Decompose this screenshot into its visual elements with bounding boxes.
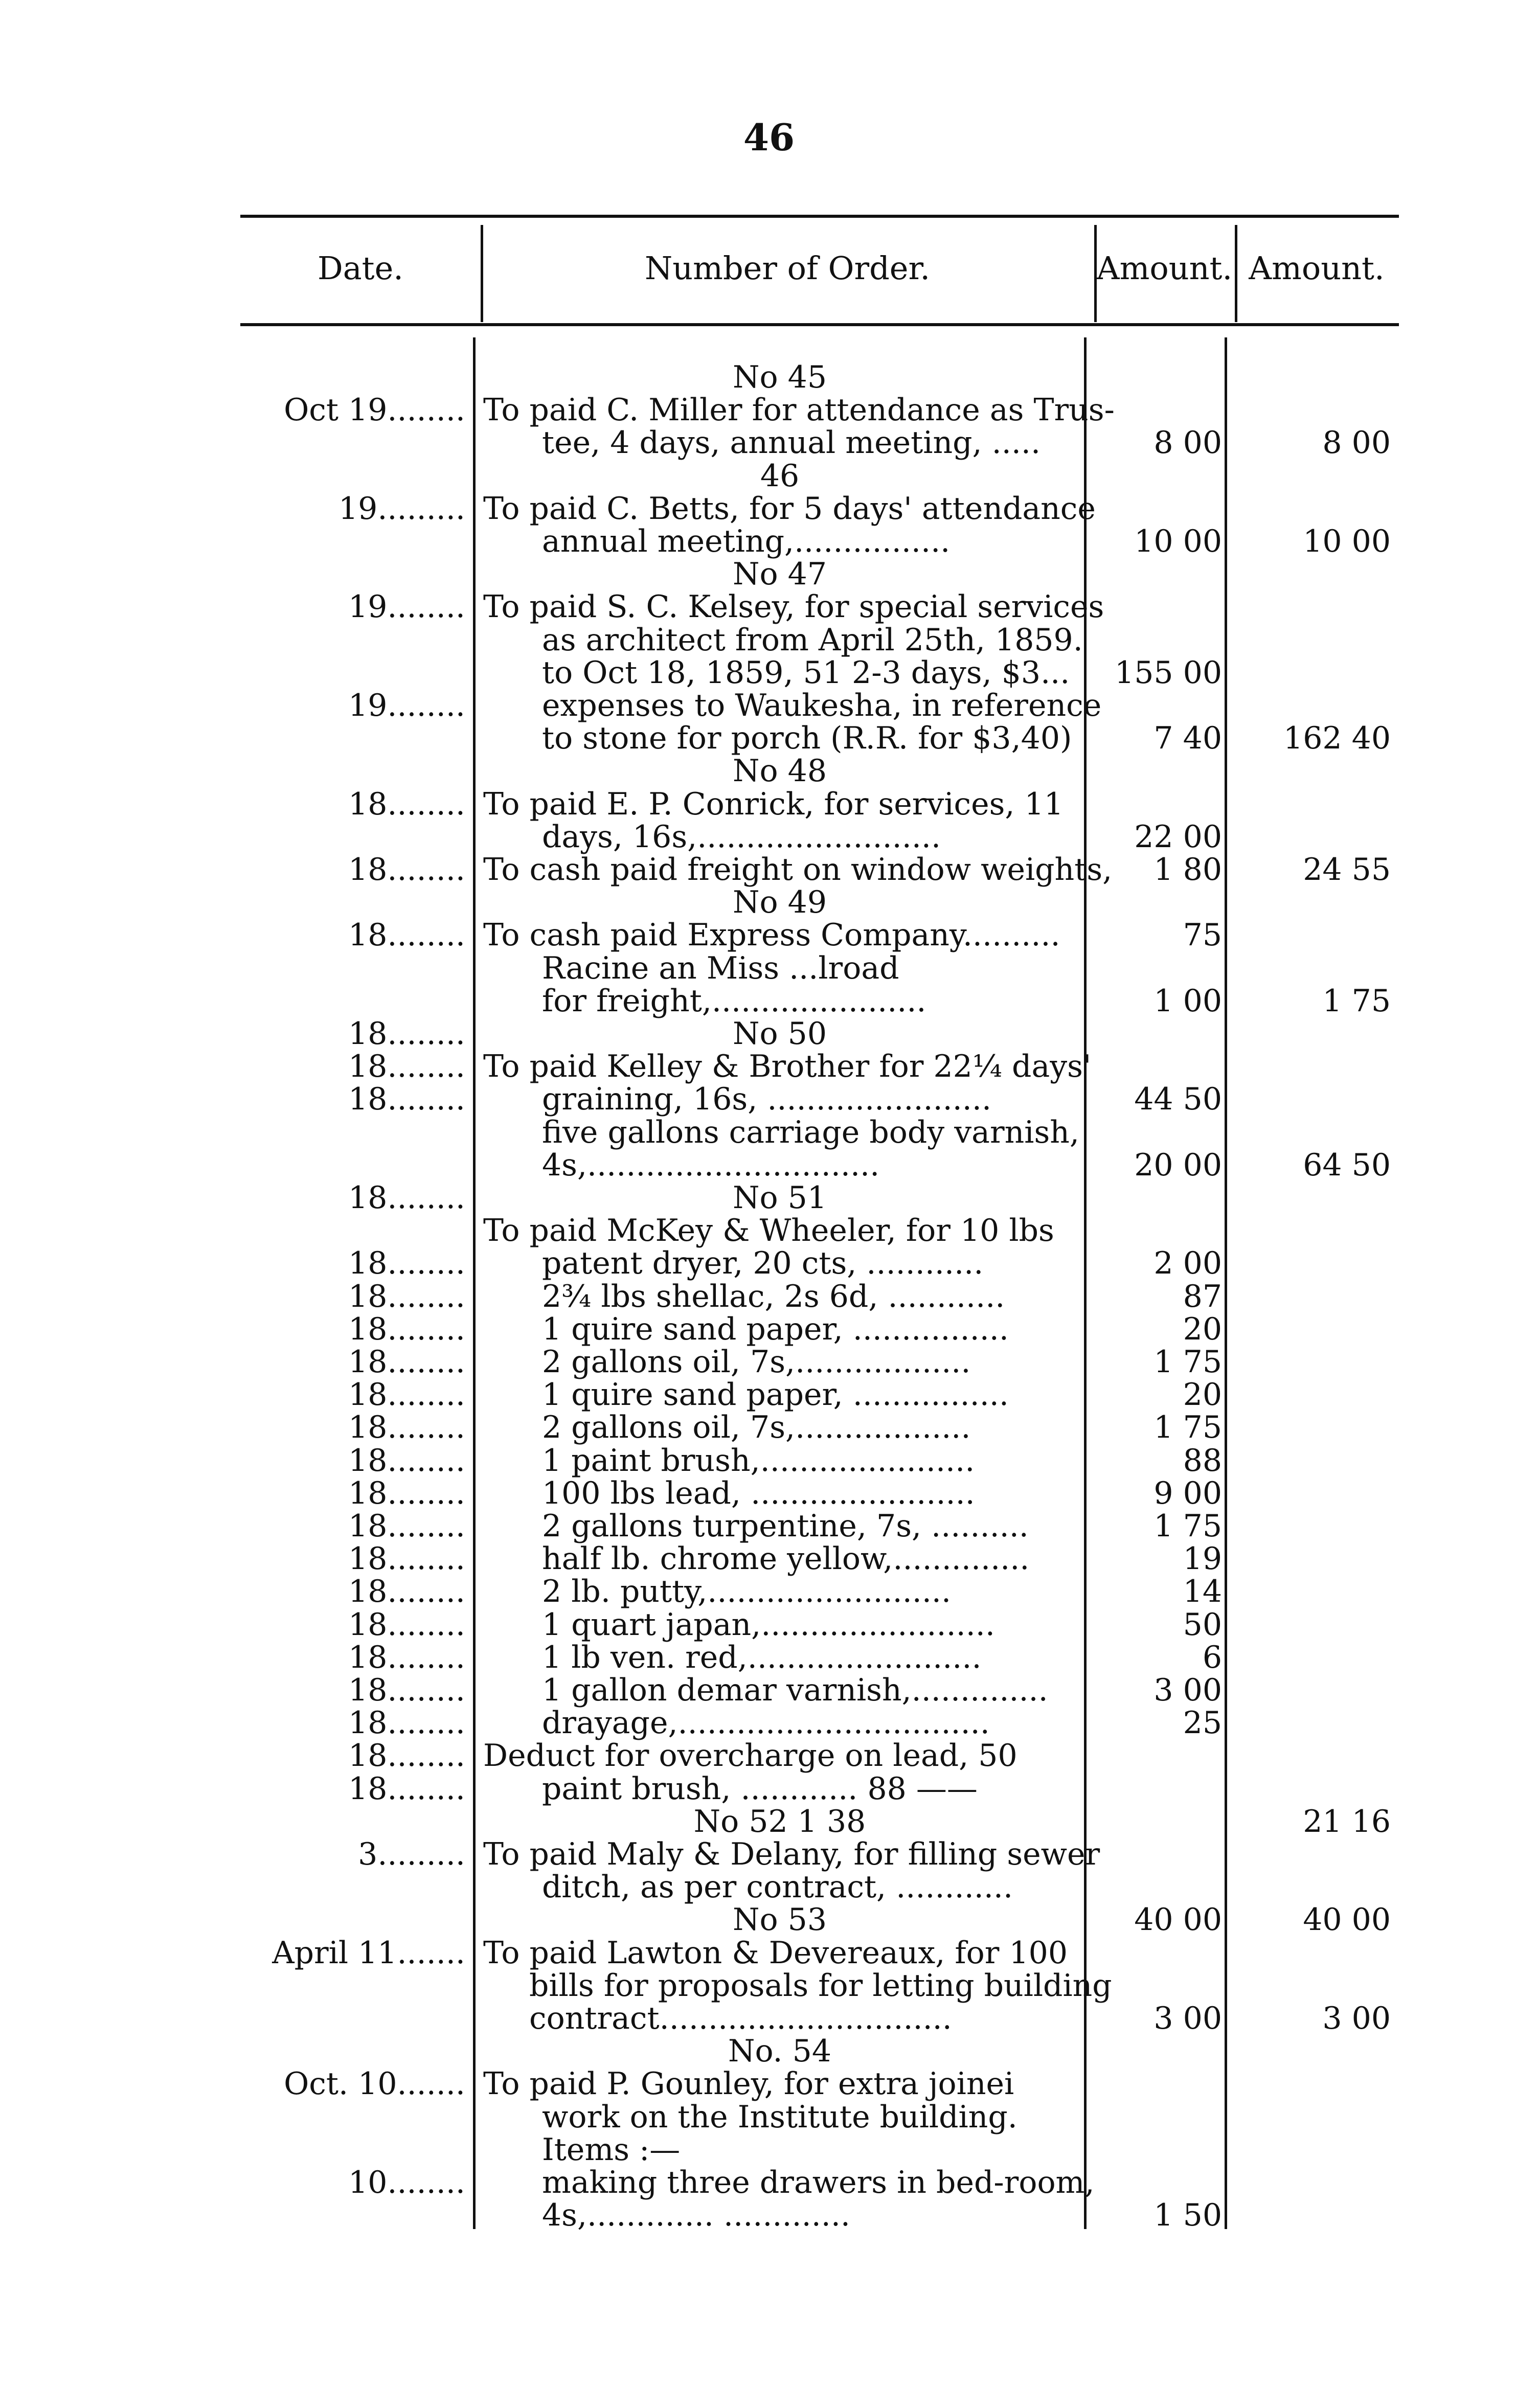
entry-date: 18........ <box>348 1672 465 1708</box>
entry-description: 1 quire sand paper, ................ <box>542 1311 1009 1347</box>
entry-description: To paid P. Gounley, for extra joinei <box>483 2066 1014 2102</box>
entry-amount: 50 <box>1183 1607 1222 1643</box>
entry-description: 4s,............. ............. <box>542 2197 850 2233</box>
entry-description: bills for proposals for letting building <box>529 1968 1112 2004</box>
entry-description: 2 lb. putty,......................... <box>542 1574 952 1609</box>
entry-amount: 2 00 <box>1154 1245 1222 1281</box>
entry-description: ditch, as per contract, ............ <box>542 1869 1013 1905</box>
order-number: No 49 <box>732 884 827 920</box>
entry-description: 1 quart japan,........................ <box>542 1607 995 1643</box>
entry-amount: 1 50 <box>1154 2197 1222 2233</box>
order-number: No 48 <box>732 753 827 789</box>
entry-date: April 11....... <box>272 1935 465 1971</box>
entry-amount: 9 00 <box>1154 1475 1222 1511</box>
entry-date: 18........ <box>348 1245 465 1281</box>
entry-description: as architect from April 25th, 1859. <box>542 622 1083 658</box>
entry-description: To paid S. C. Kelsey, for special services <box>483 589 1104 625</box>
entry-date: 19........ <box>348 688 465 723</box>
entry-date: 18........ <box>348 1081 465 1117</box>
entry-description: To paid Lawton & Devereaux, for 100 <box>483 1935 1068 1971</box>
entry-description: to stone for porch (R.R. for $3,40) <box>542 720 1072 756</box>
header-number-of-order: Number of Order. <box>644 249 931 287</box>
entry-amount: 19 <box>1183 1541 1222 1577</box>
divider-amount-body <box>1225 337 1227 2229</box>
entry-description: tee, 4 days, annual meeting, ..... <box>542 425 1041 461</box>
entry-description: graining, 16s, ....................... <box>542 1081 992 1117</box>
entry-amount: 1 75 <box>1154 1508 1222 1544</box>
entry-total: 8 00 <box>1322 425 1391 461</box>
entry-description: making three drawers in bed-room, <box>542 2165 1095 2200</box>
entry-date: 18........ <box>348 1344 465 1380</box>
entry-date: 18........ <box>348 1771 465 1807</box>
entry-amount: 75 <box>1183 917 1222 953</box>
divider-order-header <box>1094 225 1097 322</box>
entry-description: To paid McKey & Wheeler, for 10 lbs <box>483 1213 1054 1248</box>
divider-date-header <box>481 225 483 322</box>
entry-date: 18........ <box>348 1311 465 1347</box>
entry-date: 10........ <box>348 2165 465 2200</box>
entry-amount: 155 00 <box>1115 655 1222 691</box>
entry-date: 18........ <box>348 1738 465 1774</box>
entry-amount: 20 <box>1183 1311 1222 1347</box>
entry-amount: 20 00 <box>1134 1147 1222 1183</box>
entry-description: patent dryer, 20 cts, ............ <box>542 1245 984 1281</box>
entry-description: drayage,................................ <box>542 1705 990 1741</box>
entry-total: 64 50 <box>1303 1147 1391 1183</box>
entry-amount: 87 <box>1183 1279 1222 1314</box>
entry-description: 2 gallons oil, 7s,.................. <box>542 1344 971 1380</box>
order-number: No 52 1 38 <box>693 1804 866 1839</box>
entry-date: 18........ <box>348 1016 465 1052</box>
entry-date: 18........ <box>348 1640 465 1675</box>
entry-date: 18........ <box>348 1410 465 1445</box>
entry-description: Deduct for overcharge on lead, 50 <box>483 1738 1017 1774</box>
entry-date: 18........ <box>348 917 465 953</box>
entry-total: 21 16 <box>1303 1804 1391 1839</box>
entry-total: 10 00 <box>1303 524 1391 559</box>
entry-amount: 20 <box>1183 1377 1222 1413</box>
entry-amount: 40 00 <box>1134 1902 1222 1938</box>
entry-description: To paid Kelley & Brother for 22¼ days' <box>483 1049 1092 1084</box>
order-number: No. 54 <box>728 2033 832 2069</box>
entry-date: 18........ <box>348 1541 465 1577</box>
entry-description: 1 paint brush,...................... <box>542 1443 975 1479</box>
entry-amount: 1 75 <box>1154 1410 1222 1445</box>
entry-date: 18........ <box>348 1279 465 1314</box>
order-number: No 45 <box>732 359 827 395</box>
entry-description: To paid E. P. Conrick, for services, 11 <box>483 786 1064 822</box>
entry-description: Items :— <box>542 2132 681 2168</box>
entry-date: 18........ <box>348 1475 465 1511</box>
entry-date: 19......... <box>338 491 465 527</box>
page-number: 46 <box>743 116 795 159</box>
entry-amount: 22 00 <box>1134 819 1222 855</box>
header-amount-2: Amount. <box>1249 249 1385 287</box>
entry-description: 100 lbs lead, ....................... <box>542 1475 975 1511</box>
entry-description: Racine an Miss ...lroad <box>542 950 899 986</box>
entry-description: expenses to Waukesha, in reference <box>542 688 1102 723</box>
entry-description: contract.............................. <box>529 2001 952 2036</box>
entry-total: 24 55 <box>1303 852 1391 888</box>
entry-amount: 1 00 <box>1154 983 1222 1019</box>
entry-date: 3......... <box>358 1836 465 1872</box>
order-number: 46 <box>760 458 800 494</box>
order-number: No 47 <box>732 556 827 592</box>
divider-amount-header <box>1235 225 1237 322</box>
entry-date: 18........ <box>348 1049 465 1084</box>
entry-description: 1 lb ven. red,........................ <box>542 1640 982 1675</box>
entry-description: half lb. chrome yellow,.............. <box>542 1541 1030 1577</box>
entry-amount: 10 00 <box>1134 524 1222 559</box>
header-date: Date. <box>318 249 403 287</box>
entry-amount: 1 80 <box>1154 852 1222 888</box>
entry-total: 40 00 <box>1303 1902 1391 1938</box>
entry-description: To paid Maly & Delany, for filling sewer <box>483 1836 1100 1872</box>
entry-date: Oct. 10....... <box>284 2066 465 2102</box>
entry-description: To cash paid freight on window weights, <box>483 852 1113 888</box>
entry-description: days, 16s,......................... <box>542 819 941 855</box>
entry-date: 18........ <box>348 1180 465 1216</box>
order-number: No 50 <box>732 1016 827 1052</box>
entry-date: 18........ <box>348 1607 465 1643</box>
entry-description: 2 gallons oil, 7s,.................. <box>542 1410 971 1445</box>
entry-description: paint brush, ............ 88 —— <box>542 1771 978 1807</box>
entry-date: 18........ <box>348 1443 465 1479</box>
entry-date: 18........ <box>348 852 465 888</box>
entry-date: 18........ <box>348 1508 465 1544</box>
entry-amount: 25 <box>1183 1705 1222 1741</box>
entry-amount: 1 75 <box>1154 1344 1222 1380</box>
entry-description: for freight,...................... <box>542 983 926 1019</box>
entry-amount: 44 50 <box>1134 1081 1222 1117</box>
entry-amount: 88 <box>1183 1443 1222 1479</box>
header-top-rule <box>240 215 1399 218</box>
header-amount-1: Amount. <box>1096 249 1233 287</box>
entry-date: Oct 19........ <box>284 392 465 428</box>
entry-description: To paid C. Betts, for 5 days' attendance <box>483 491 1096 527</box>
entry-description: 4s,.............................. <box>542 1147 880 1183</box>
divider-date-body <box>473 337 476 2229</box>
entry-description: five gallons carriage body varnish, <box>542 1115 1079 1150</box>
entry-description: to Oct 18, 1859, 51 2-3 days, $3... <box>542 655 1070 691</box>
entry-description: 2 gallons turpentine, 7s, .......... <box>542 1508 1029 1544</box>
entry-description: work on the Institute building. <box>542 2099 1017 2135</box>
entry-description: To cash paid Express Company.......... <box>483 917 1060 953</box>
order-number: No 51 <box>732 1180 827 1216</box>
entry-date: 18........ <box>348 786 465 822</box>
entry-amount: 14 <box>1183 1574 1222 1609</box>
entry-total: 3 00 <box>1322 2001 1391 2036</box>
entry-date: 19........ <box>348 589 465 625</box>
entry-date: 18........ <box>348 1705 465 1741</box>
order-number: No 53 <box>732 1902 827 1938</box>
header-bottom-rule <box>240 323 1399 326</box>
entry-description: To paid C. Miller for attendance as Trus- <box>483 392 1115 428</box>
entry-description: 1 gallon demar varnish,.............. <box>542 1672 1048 1708</box>
entry-amount: 3 00 <box>1154 1672 1222 1708</box>
entry-date: 18........ <box>348 1574 465 1609</box>
entry-description: 1 quire sand paper, ................ <box>542 1377 1009 1413</box>
entry-total: 1 75 <box>1322 983 1391 1019</box>
entry-date: 18........ <box>348 1377 465 1413</box>
entry-amount: 3 00 <box>1154 2001 1222 2036</box>
entry-description: annual meeting,................ <box>542 524 951 559</box>
entry-amount: 6 <box>1202 1640 1222 1675</box>
entry-amount: 8 00 <box>1154 425 1222 461</box>
entry-total: 162 40 <box>1283 720 1391 756</box>
entry-amount: 7 40 <box>1154 720 1222 756</box>
entry-description: 2¾ lbs shellac, 2s 6d, ............ <box>542 1279 1005 1314</box>
